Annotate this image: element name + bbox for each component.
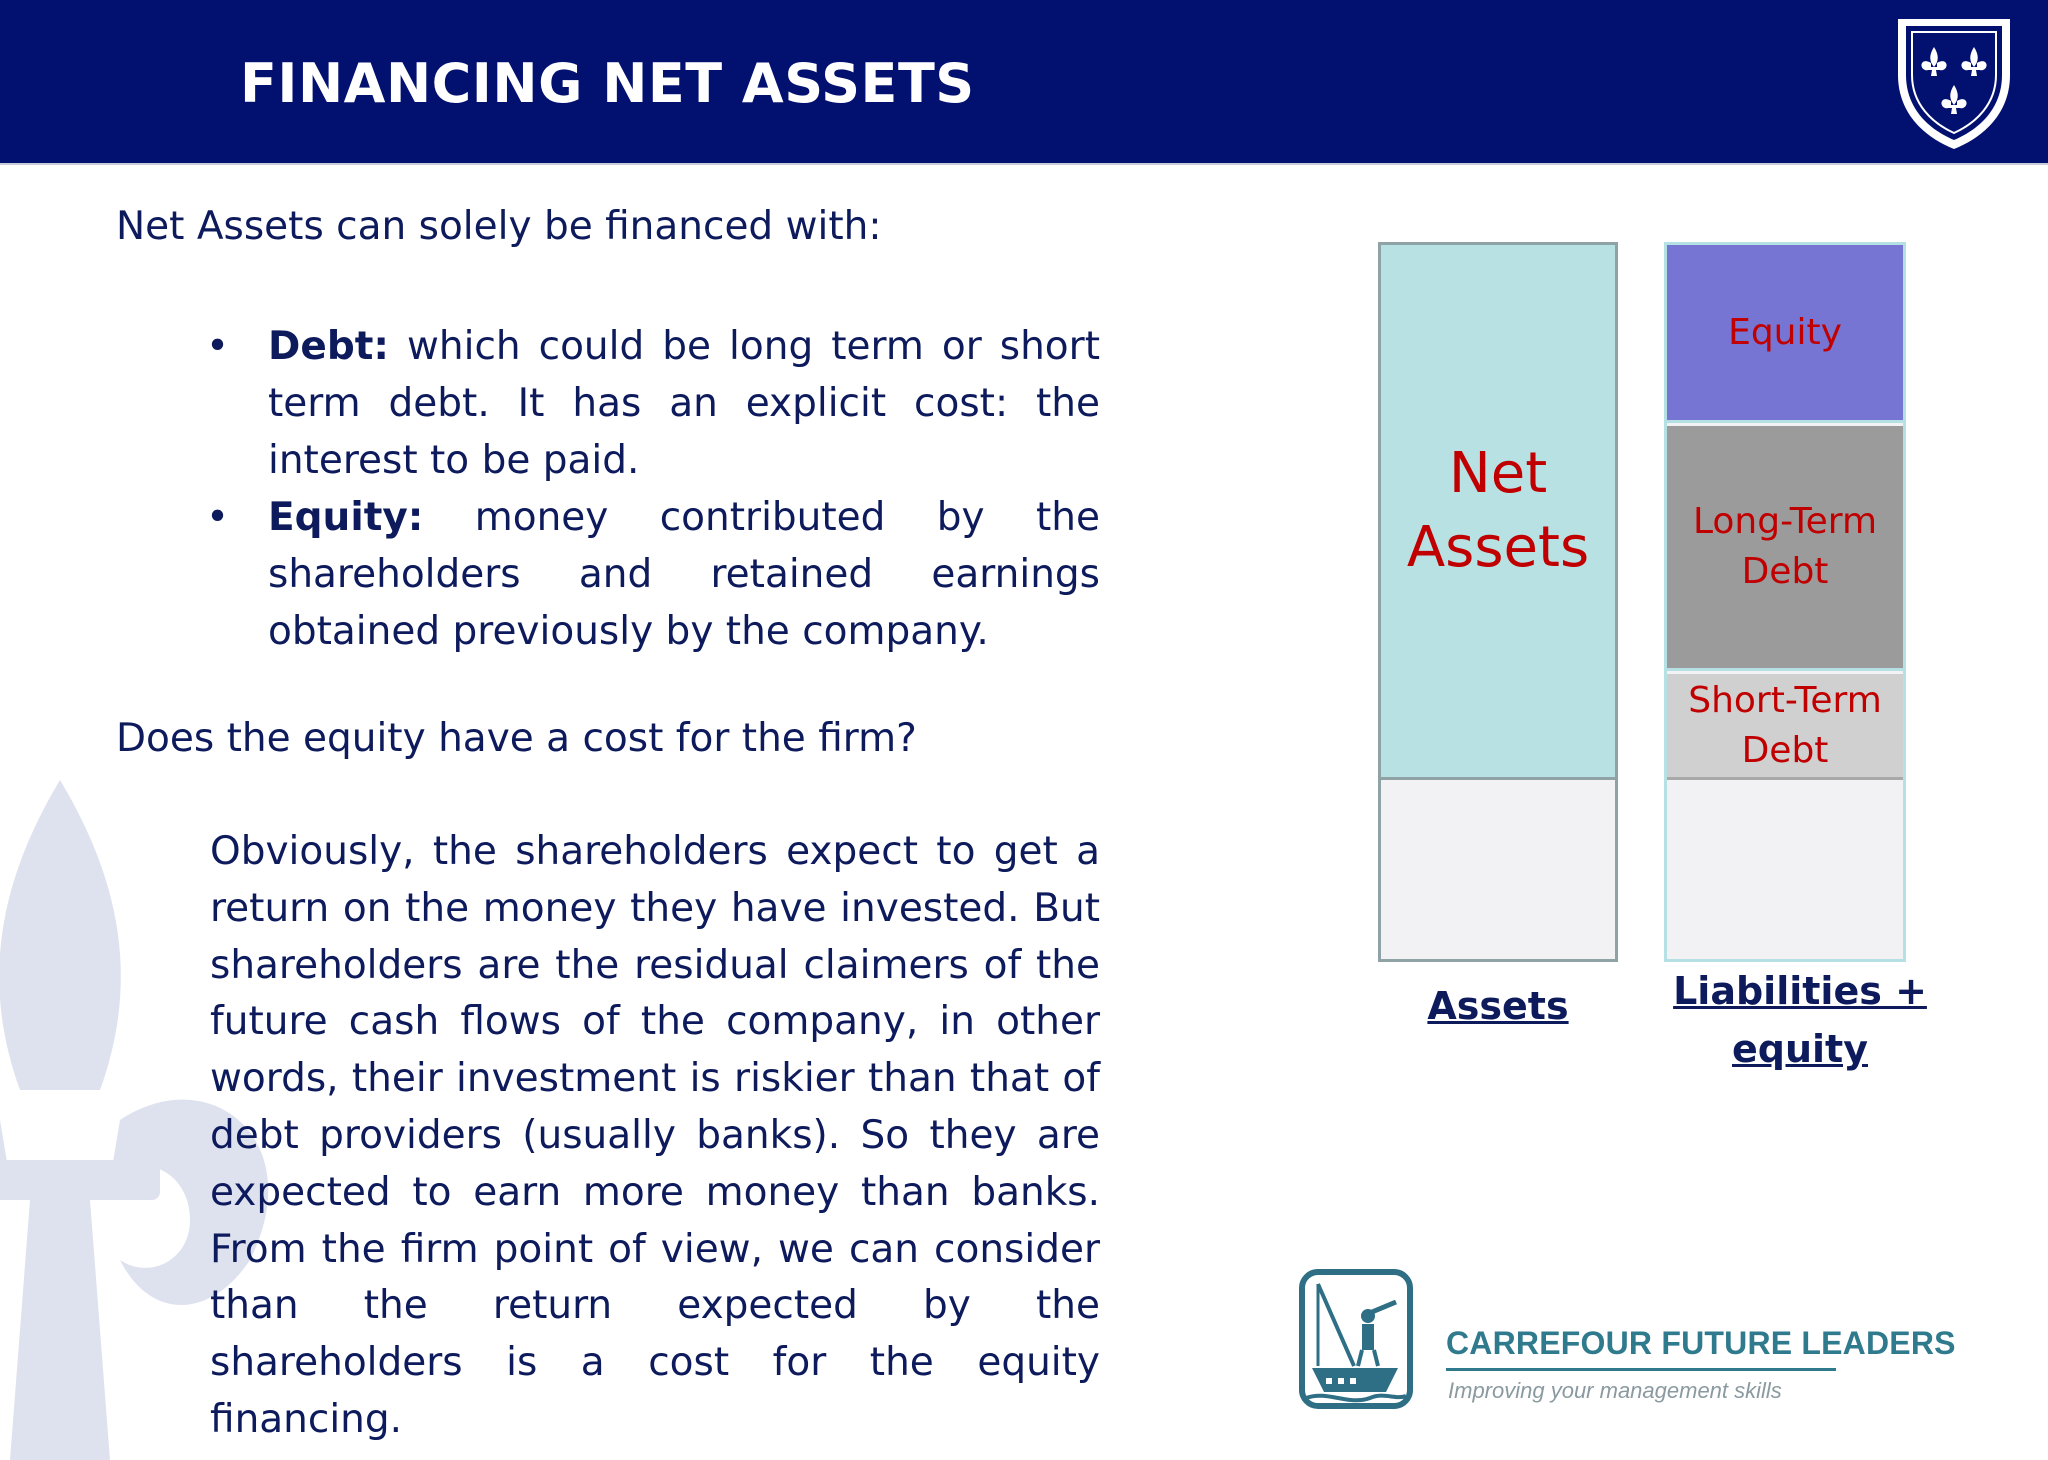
long-term-debt-label-line2: Debt [1741,551,1829,592]
bullet-text-debt: which could be long term or short term debt. It has an explicit cost: the interest to be paid. [268,324,1100,483]
short-term-debt-label-line1: Short-Term [1688,679,1882,721]
bullet-term-debt: Debt: [268,324,389,369]
bullet-list [206,318,1100,660]
bullet-equity [206,489,1100,660]
short-term-debt-block [1667,674,1903,780]
liabilities-equity-caption [1640,962,1960,1078]
liabilities-column [1664,242,1906,962]
logo-divider [1446,1368,1836,1371]
title-bar [0,0,2048,165]
equity-label: Equity [1728,312,1842,353]
logo-tagline: Improving your management skills [1448,1378,1782,1403]
liabilities-caption-line1: Liabilities + [1673,969,1927,1013]
liabilities-caption-line2: equity [1732,1027,1868,1071]
net-assets-label-line2: Assets [1406,515,1590,580]
answer-paragraph: Obviously, the shareholders expect to get a return on the money they have invested. But shareholders are the residual claimers of the future cash flows of the company, in other words, their investment is riskier than that of debt providers (usually banks). So they are expected to earn more money than banks. From the firm point of view, we can consider than the return expected by the shareholders is a cost for the equity financing. [210,829,1100,1442]
slide-title: FINANCING NET ASSETS [240,52,975,115]
bullet-marker: • [206,495,230,540]
ship-telescope-icon [1298,1268,1414,1410]
equity-block [1667,245,1903,423]
logo-name: CARREFOUR FUTURE LEADERS [1446,1325,1956,1361]
long-term-debt-block [1667,426,1903,671]
assets-caption: Assets [1427,984,1569,1028]
intro-text: Net Assets can solely be financed with: [116,204,882,249]
long-term-debt-label-line1: Long-Term [1692,501,1878,542]
net-assets-label-line1: Net [1448,441,1548,506]
bullet-term-equity: Equity: [268,495,424,540]
bullet-text-equity: money contributed by the shareholders and retained earnings obtained previously by the company. [268,495,1100,654]
bullet-debt [206,318,1100,489]
bullet-marker: • [206,324,230,369]
shield-fleur-de-lis-icon [1892,13,2016,153]
net-assets-block [1381,245,1615,780]
question-text: Does the equity have a cost for the firm? [116,716,917,761]
short-term-debt-label-line2: Debt [1741,729,1829,771]
assets-column [1378,242,1618,962]
